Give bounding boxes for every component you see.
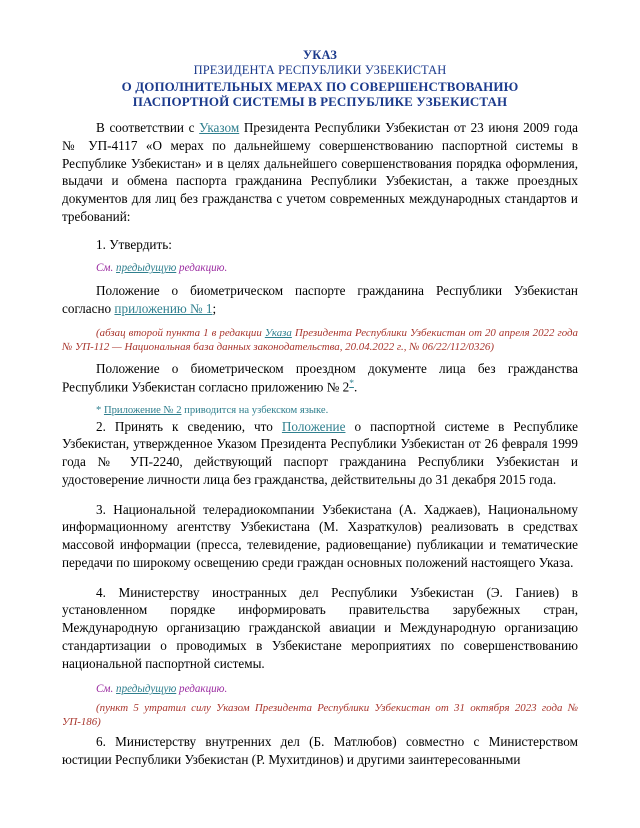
link-prilozhenie-1[interactable]: приложению № 1: [114, 300, 213, 316]
prev-note-2-prefix: См.: [96, 683, 117, 696]
preamble-paragraph: [62, 119, 578, 226]
preamble-text-part-2: Президента Республики Узбекистан от 23 июня 2009 года № УП-4117 «О мерах по дальнейшему совершенствованию паспортной системы в Республике Узбекистан» и в целях дальнейшего совершенствования порядка оформления, выдачи и обмена паспорта гражданина Республики Узбекистан, а также проездных документов для лиц без гражданства с учетом современных международных стандартов и требований:: [62, 120, 579, 224]
preamble-text-part-1: В соответствии с: [96, 120, 200, 136]
item-1-amendment-note: [62, 326, 578, 354]
footnote-marker-asterisk[interactable]: *: [349, 378, 354, 389]
prev-note-2-suffix: редакцию.: [176, 683, 228, 696]
title-line-1: УКАЗ: [303, 48, 337, 62]
prev-note-prefix: См.: [96, 262, 117, 275]
item-6-paragraph: 6. Министерству внутренних дел (Б. Матлюбов) совместно с Министерством юстиции Республики Узбекистан (Р. Мухитдинов) и другими заинтересованными: [62, 734, 578, 768]
amend-note-prefix: (абзац второй пункта 1 в редакции: [96, 326, 265, 339]
sub1-text-part-2: ;: [212, 300, 217, 316]
item2-text-part-2: о паспортной системе в Республике Узбекистан, утвержденное Указом Президента Республики Узбекистан от 26 февраля 1999 года № УП-2240, действующий паспорт гражданина Республики Узбекистан и удостоверение личности лица без гражданства, действительны до 31 декабря 2015 года.: [62, 418, 578, 487]
footnote-text: приводится на узбекском языке.: [181, 404, 329, 416]
item-4-paragraph: 4. Министерству иностранных дел Республики Узбекистан (Э. Ганиев) в установленном порядке информировать правительства зарубежных стран, Международную организацию гражданской авиации и Международную организацию стандартизации о проводимых в Узбекистане мероприятиях по совершенствованию национальной паспортной системы.: [62, 584, 578, 671]
footnote-asterisk: *: [96, 404, 104, 416]
title-line-3: О ДОПОЛНИТЕЛЬНЫХ МЕРАХ ПО СОВЕРШЕНСТВОВАНИЮ: [121, 78, 519, 94]
link-ukaza-amendment[interactable]: Указа: [264, 326, 292, 339]
item-1-subparagraph-2: [62, 360, 578, 396]
title-line-4: ПАСПОРТНОЙ СИСТЕМЫ В РЕСПУБЛИКЕ УЗБЕКИСТАН: [132, 94, 508, 110]
link-previous-edition-1[interactable]: предыдущую: [116, 262, 177, 275]
link-previous-edition-2[interactable]: предыдущую: [116, 683, 177, 696]
item-1-previous-edition-note: [62, 261, 578, 276]
item2-text-part-1: 2. Принять к сведению, что: [96, 418, 282, 434]
link-prilozhenie-2[interactable]: Приложение № 2: [103, 404, 182, 416]
prev-note-suffix: редакцию.: [176, 262, 228, 275]
item-5-repeal-note: (пункт 5 утратил силу Указом Президента Республики Узбекистан от 31 октября 2023 года № УП-186): [62, 702, 578, 729]
amend-note-suffix: Президента Республики Узбекистан от 20 апреля 2022 года № УП-112 — Национальная база данных законодательства, 20.04.2022 г., № 06/22/112/0326): [62, 326, 578, 353]
sub2-period: .: [353, 379, 358, 395]
title-line-2: ПРЕЗИДЕНТА РЕСПУБЛИКИ УЗБЕКИСТАН: [193, 63, 447, 78]
document-title-block: [62, 48, 578, 110]
item-5-previous-edition-note: [62, 682, 578, 697]
link-polozhenie[interactable]: Положение: [281, 418, 346, 434]
sub2-text: Положение о биометрическом проездном документе лица без гражданства Республики Узбекистан согласно приложению № 2: [62, 360, 578, 395]
item-3-paragraph: 3. Национальной телерадиокомпании Узбекистана (А. Хаджаев), Национальному информационному агентству Узбекистана (М. Хазраткулов) реализовать в средствах массовой информации (пресса, телевидение, радиовещание) публикации и тематические передачи по широкому освещению среди граждан основных положений настоящего Указа.: [62, 501, 578, 570]
item-1-footnote: [62, 404, 578, 418]
item-1-heading: 1. Утвердить:: [96, 236, 172, 252]
item-1-subparagraph-1: [62, 282, 578, 318]
link-ukazom[interactable]: Указом: [199, 120, 240, 136]
sub1-text-part-1: Положение о биометрическом паспорте гражданина Республики Узбекистан согласно: [62, 283, 578, 316]
item-2-paragraph: [62, 418, 578, 489]
